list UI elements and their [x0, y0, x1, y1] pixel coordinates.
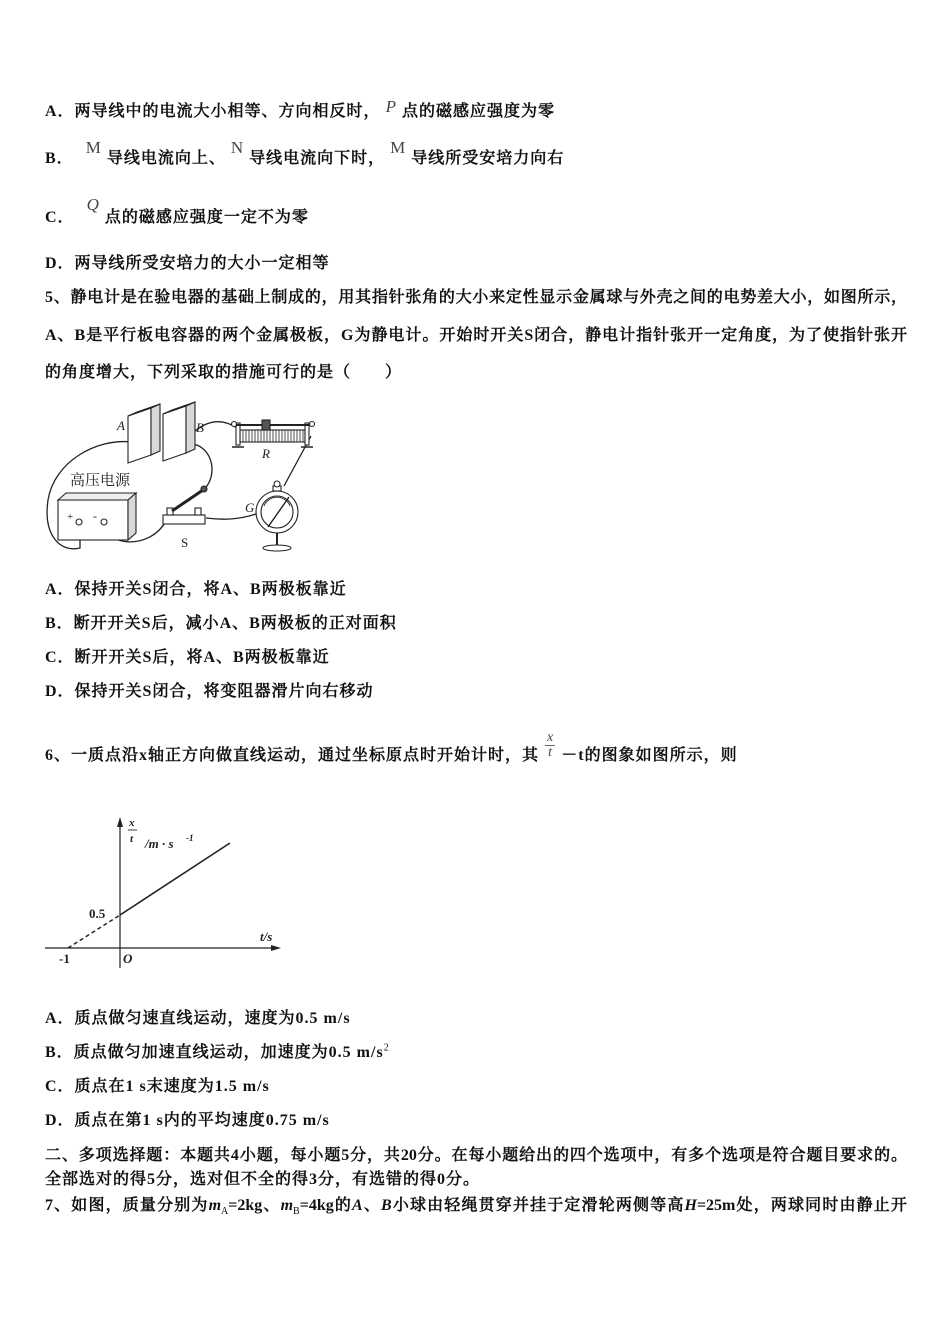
x-intercept-label: -1	[59, 951, 70, 966]
electrometer-label: G	[245, 500, 255, 515]
ball-a-symbol: A	[352, 1197, 363, 1214]
fraction-denominator: t	[545, 745, 555, 760]
q4-option-b-text-3: 导线所受安培力向右	[411, 150, 565, 167]
q4-option-a-after: 点的磁感应强度为零	[401, 103, 555, 120]
q7-text-6: =25m处，两球同时由静止开	[696, 1197, 907, 1214]
y-intercept-label: 0.5	[89, 906, 106, 921]
q5-stem-line-2: A、B是平行板电容器的两个金属极板，G为静电计。开始时开关S闭合，静电计指针张开一定角度，为了使指针张开	[45, 327, 907, 344]
q6-option-b-exponent: 2	[383, 1042, 390, 1054]
x-over-t-fraction	[545, 731, 555, 760]
q4-option-b-label: B．	[45, 150, 74, 167]
q4-option-a	[45, 97, 555, 122]
plate-a	[128, 404, 160, 463]
q6-option-d: D．质点在第1 s内的平均速度0.75 m/s	[45, 1112, 330, 1129]
rheostat	[232, 420, 315, 447]
negative-terminal	[101, 519, 107, 525]
point-q-symbol: Q	[86, 195, 100, 214]
positive-terminal-label: +	[67, 511, 74, 523]
q4-option-d: D．两导线所受安培力的大小一定相等	[45, 255, 330, 272]
q6-option-a: A．质点做匀速直线运动，速度为0.5 m/s	[45, 1010, 351, 1027]
origin-label: O	[123, 951, 133, 966]
q4-option-c-label: C．	[45, 209, 75, 226]
x-axis-arrow	[271, 945, 281, 951]
q5-option-a: A．保持开关S闭合，将A、B两极板靠近	[45, 581, 347, 598]
plate-b-label: B	[196, 420, 204, 435]
mass-symbol-b: m	[280, 1197, 294, 1214]
q6-stem-after: －t的图象如图所示，则	[561, 747, 738, 765]
q4-option-c	[45, 195, 309, 228]
q5-option-b: B．断开开关S后，减小A、B两极板的正对面积	[45, 615, 397, 632]
wire-n-symbol: N	[230, 138, 245, 157]
mass-subscript-a: A	[221, 1206, 229, 1218]
y-axis-label-numerator: x	[129, 817, 135, 829]
graph-line-solid	[120, 843, 230, 915]
q7-stem	[45, 1196, 907, 1216]
q6-option-b-text: B．质点做匀加速直线运动，加速度为0.5 m/s	[45, 1044, 384, 1061]
fraction-numerator: x	[547, 730, 554, 745]
q6-option-c: C．质点在1 s末速度为1.5 m/s	[45, 1078, 270, 1095]
y-axis-label-denominator: t	[130, 833, 134, 845]
plate-b	[163, 402, 195, 461]
plate-a-label: A	[117, 418, 125, 433]
q5-option-c: C．断开开关S后，将A、B两极板靠近	[45, 649, 330, 666]
q4-option-b-text-1: 导线电流向上、	[106, 150, 226, 167]
y-axis-unit-exponent: -1	[186, 833, 194, 843]
q4-option-a-before: A．两导线中的电流大小相等、方向相反时，	[45, 103, 381, 120]
switch	[163, 486, 207, 524]
switch-label: S	[181, 535, 189, 550]
q7-text-5: 小球由轻绳贯穿并挂于定滑轮两侧等高	[391, 1197, 685, 1214]
negative-terminal-label: -	[93, 509, 97, 523]
q7-text-2: =2kg、	[228, 1197, 281, 1214]
q4-option-b	[45, 138, 565, 169]
q6-stem	[45, 730, 738, 771]
wire-plate-b-to-switch	[193, 444, 212, 490]
section-2-heading: 二、多项选择题：本题共4小题，每小题5分，共20分。在每小题给出的四个选项中，有多个选项是符合题目要求的。	[45, 1147, 907, 1164]
q7-text-3: =4kg的	[299, 1197, 353, 1214]
point-p-symbol: P	[385, 97, 397, 116]
section-2-note: 全部选对的得5分，选对但不全的得3分，有选错的得0分。	[45, 1171, 481, 1188]
q5-stem-line-3: 的角度增大，下列采取的措施可行的是（ ）	[45, 364, 403, 381]
ball-b-symbol: B	[381, 1197, 392, 1214]
q5-stem-line-1: 5、静电计是在验电器的基础上制成的，用其指针张角的大小来定性显示金属球与外壳之间的电势差大小，如图所示，	[45, 289, 907, 306]
q5-option-d: D．保持开关S闭合，将变阻器滑片向右移动	[45, 683, 374, 700]
y-axis-unit: /m · s	[145, 836, 174, 851]
q4-option-c-after: 点的磁感应强度一定不为零	[104, 209, 309, 226]
q4-option-b-text-2: 导线电流向下时，	[249, 150, 386, 167]
y-axis-arrow	[117, 817, 123, 827]
q7-text-1: 7、如图，质量分别为	[45, 1197, 209, 1214]
q6-option-b	[45, 1043, 390, 1063]
rheostat-label: R	[262, 446, 270, 461]
wire-m-symbol: M	[85, 138, 102, 157]
mass-subscript-b: B	[293, 1206, 300, 1218]
q5-circuit-figure	[40, 398, 325, 560]
wire-m-symbol-2: M	[390, 138, 407, 157]
electrometer	[256, 481, 298, 551]
q7-text-4: 、	[362, 1197, 382, 1214]
x-axis-label: t/s	[260, 929, 273, 944]
positive-terminal	[76, 519, 82, 525]
q6-graph	[40, 812, 285, 972]
rheostat-slider	[262, 420, 270, 430]
q6-stem-before: 6、一质点沿x轴正方向做直线运动，通过坐标原点时开始计时，其	[45, 747, 540, 765]
mass-symbol-a: m	[208, 1197, 222, 1214]
height-symbol: H	[684, 1197, 697, 1214]
power-supply-label: 高压电源	[70, 473, 131, 489]
